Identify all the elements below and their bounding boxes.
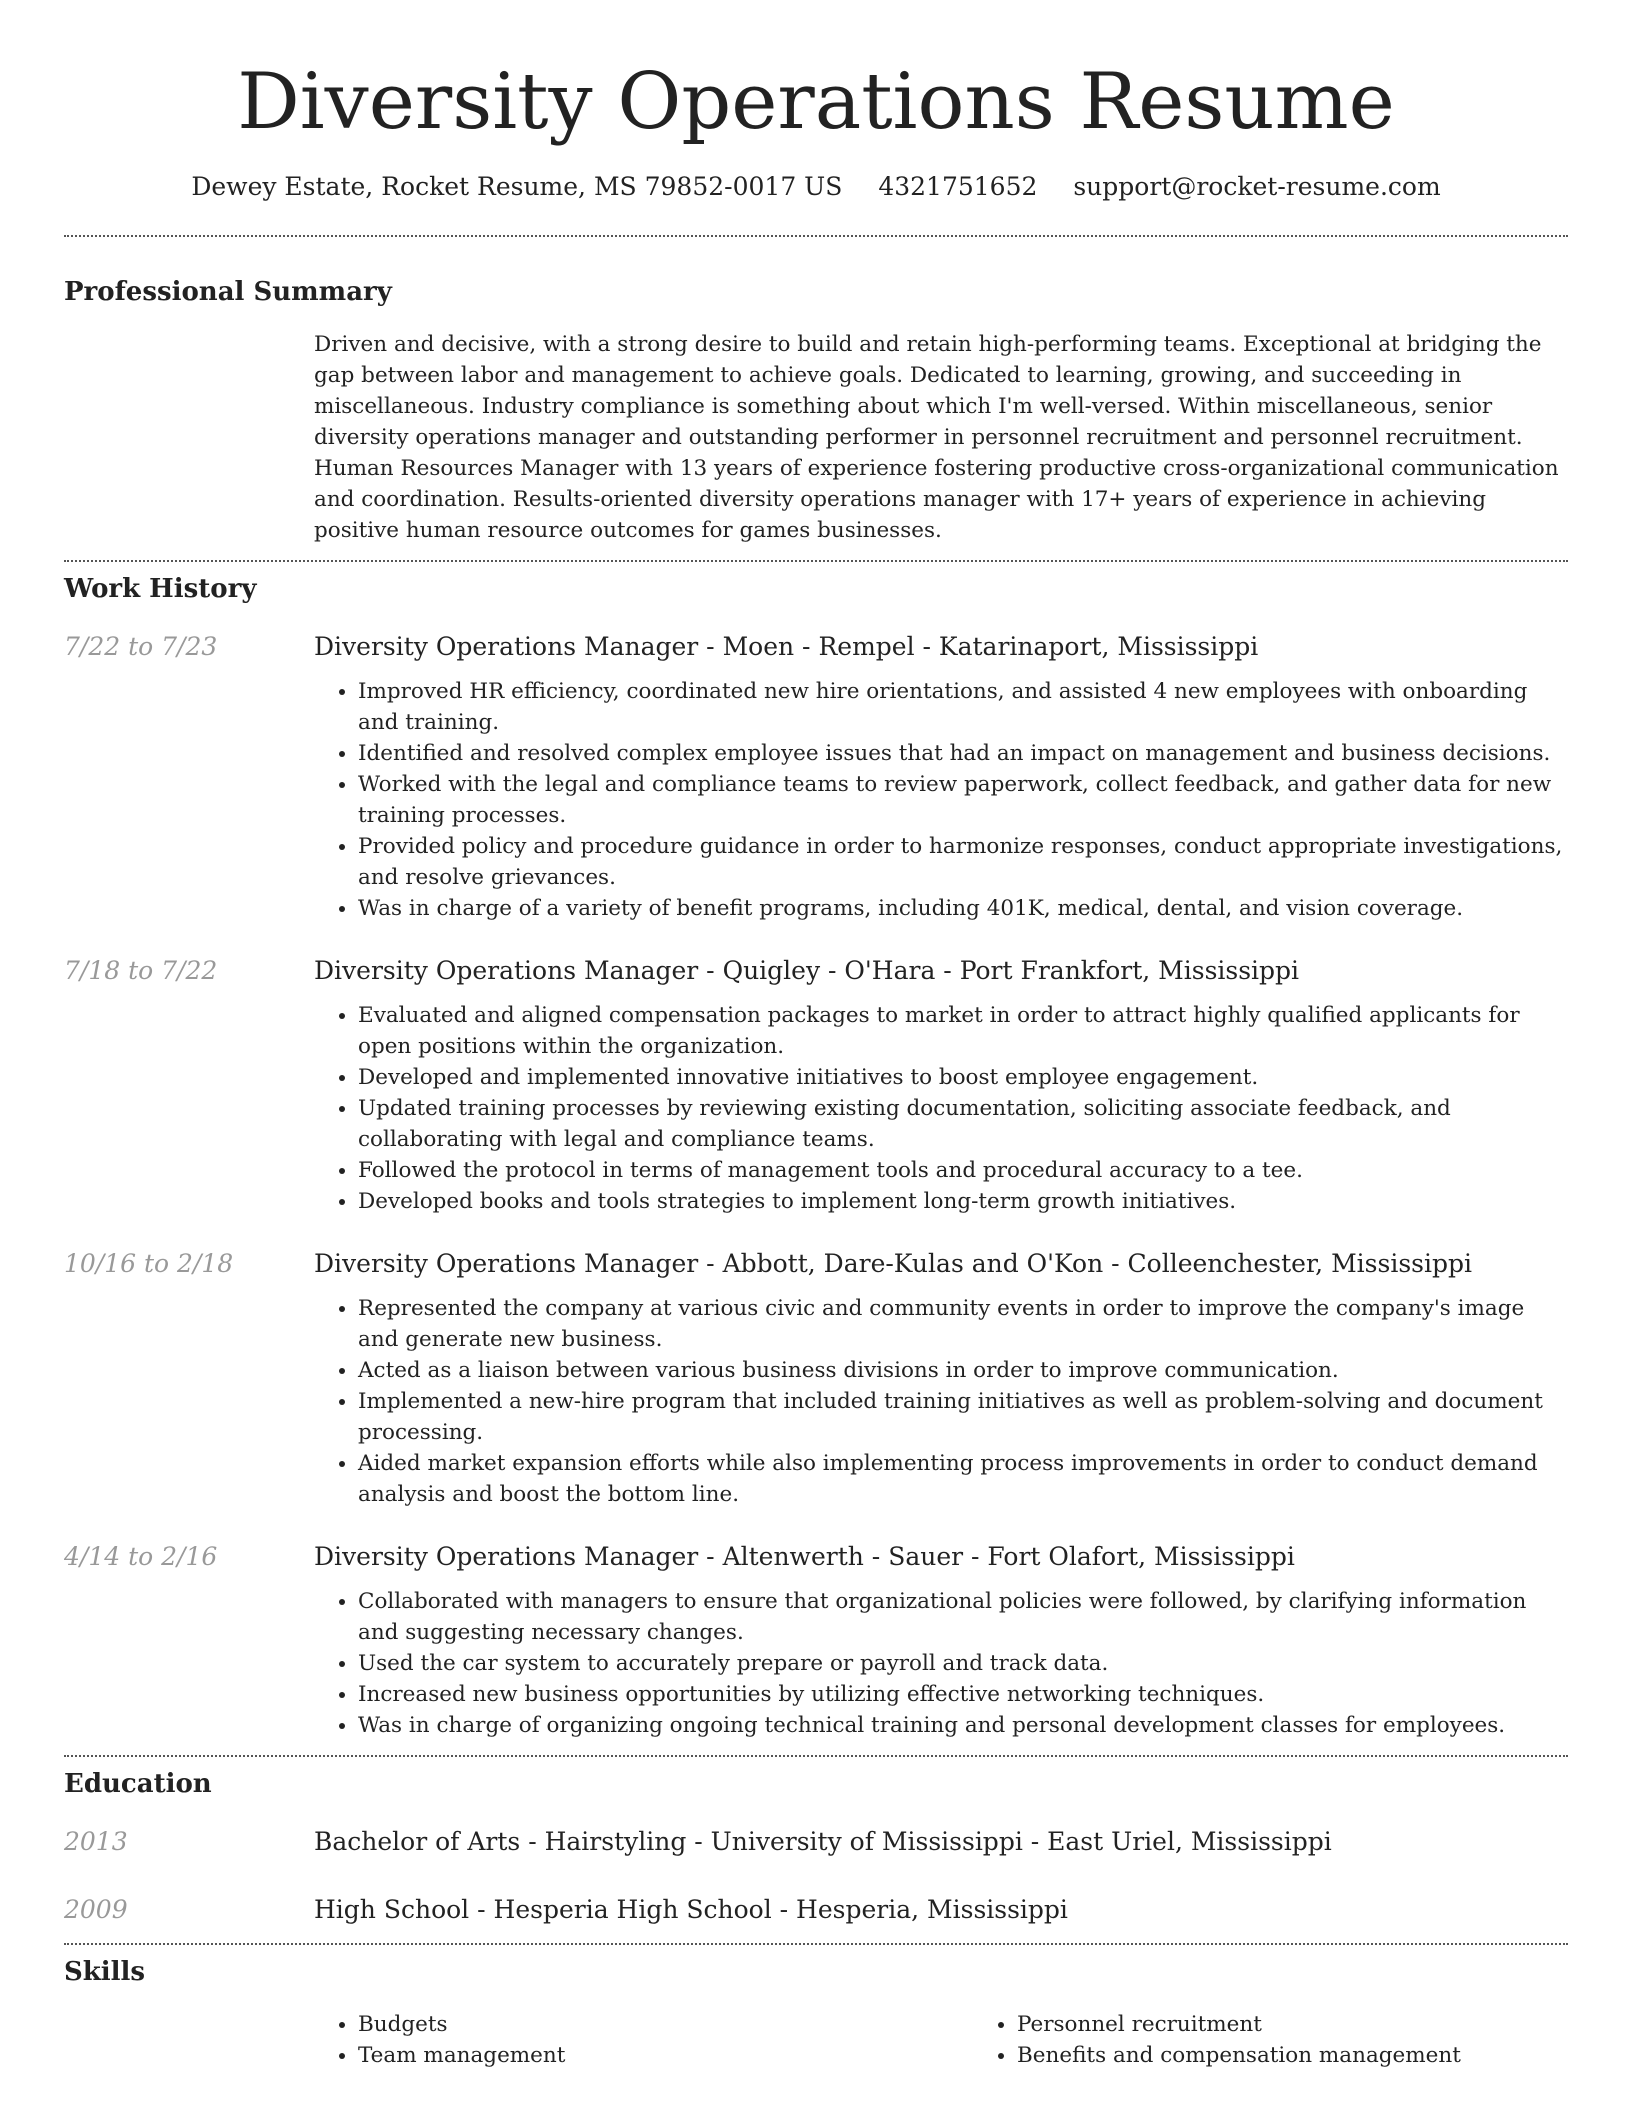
job-bullet: • Represented the company at various civic and community events in order to improve the company's image and generate new business. bbox=[358, 1293, 1568, 1355]
work-history-section bbox=[64, 562, 1568, 1741]
section-title-work: Work History bbox=[64, 574, 257, 604]
job-bullet: • Implemented a new-hire program that included training initiatives as well as problem-solving and document processing. bbox=[358, 1386, 1568, 1448]
job-title: Diversity Operations Manager - Abbott, Dare-Kulas and O'Kon - Colleenchester, Mississippi bbox=[314, 1249, 1472, 1278]
education-text: High School - Hesperia High School - Hesperia, Mississippi bbox=[314, 1895, 1068, 1924]
section-title-education: Education bbox=[64, 1769, 212, 1799]
job-bullets bbox=[314, 1293, 1568, 1510]
skills-row bbox=[64, 2009, 1568, 2071]
skill-item: • Benefits and compensation management bbox=[1017, 2040, 1632, 2071]
job-bullet: • Improved HR efficiency, coordinated new hire orientations, and assisted 4 new employees with onboarding and training. bbox=[358, 676, 1568, 738]
job-bullet: • Provided policy and procedure guidance in order to harmonize responses, conduct appropriate investigations, and resolve grievances. bbox=[358, 831, 1568, 893]
job-bullet: • Collaborated with managers to ensure that organizational policies were followed, by clarifying information and suggesting necessary changes. bbox=[358, 1586, 1568, 1648]
skill-item: • Team management bbox=[358, 2040, 973, 2071]
job-bullets bbox=[314, 1000, 1568, 1217]
job-dates: 7/18 to 7/22 bbox=[64, 956, 218, 985]
job-bullet: • Evaluated and aligned compensation packages to market in order to attract highly qualified applicants for open positions within the organization. bbox=[358, 1000, 1568, 1062]
job-entry bbox=[64, 1247, 1568, 1510]
job-bullet: • Used the car system to accurately prepare or payroll and track data. bbox=[358, 1648, 1568, 1679]
skills-list-right bbox=[973, 2009, 1632, 2071]
job-bullet: • Worked with the legal and compliance teams to review paperwork, collect feedback, and gather data for new training processes. bbox=[358, 769, 1568, 831]
job-bullets bbox=[314, 1586, 1568, 1741]
skill-item: • Budgets bbox=[358, 2009, 973, 2040]
job-bullet: • Was in charge of organizing ongoing technical training and personal development classes for employees. bbox=[358, 1710, 1568, 1741]
job-bullet: • Developed books and tools strategies to implement long-term growth initiatives. bbox=[358, 1186, 1568, 1217]
summary-row bbox=[64, 329, 1568, 546]
job-dates: 4/14 to 2/16 bbox=[64, 1542, 218, 1571]
contact-email: support@rocket-resume.com bbox=[1073, 172, 1441, 201]
job-bullet: • Followed the protocol in terms of management tools and procedural accuracy to a tee. bbox=[358, 1155, 1568, 1186]
section-title-summary: Professional Summary bbox=[64, 277, 392, 307]
resume-page bbox=[64, 0, 1568, 2112]
resume-title: Diversity Operations Resume bbox=[237, 57, 1395, 147]
contact-phone: 4321751652 bbox=[878, 172, 1038, 201]
job-entry bbox=[64, 1540, 1568, 1741]
education-text: Bachelor of Arts - Hairstyling - University of Mississippi - East Uriel, Mississippi bbox=[314, 1827, 1332, 1856]
education-entry bbox=[64, 1893, 1568, 1927]
skills-section bbox=[64, 1945, 1568, 2071]
education-year: 2013 bbox=[64, 1827, 128, 1856]
skills-list-left bbox=[314, 2009, 973, 2071]
job-bullet: • Developed and implemented innovative initiatives to boost employee engagement. bbox=[358, 1062, 1568, 1093]
job-dates: 10/16 to 2/18 bbox=[64, 1249, 234, 1278]
skill-item: • Personnel recruitment bbox=[1017, 2009, 1632, 2040]
job-entry bbox=[64, 630, 1568, 924]
contact-address: Dewey Estate, Rocket Resume, MS 79852-0017 US bbox=[191, 172, 843, 201]
job-entry bbox=[64, 954, 1568, 1217]
job-title: Diversity Operations Manager - Quigley - O'Hara - Port Frankfort, Mississippi bbox=[314, 956, 1300, 985]
job-title: Diversity Operations Manager - Altenwerth - Sauer - Fort Olafort, Mississippi bbox=[314, 1542, 1295, 1571]
job-title: Diversity Operations Manager - Moen - Rempel - Katarinaport, Mississippi bbox=[314, 632, 1259, 661]
skills-columns bbox=[314, 2009, 1632, 2071]
contact-line bbox=[64, 170, 1568, 204]
education-entry bbox=[64, 1825, 1568, 1859]
job-bullet: • Acted as a liaison between various business divisions in order to improve communication. bbox=[358, 1355, 1568, 1386]
summary-section bbox=[64, 237, 1568, 546]
summary-text: Driven and decisive, with a strong desire to build and retain high-performing teams. Exceptional at bridging the gap between labor and management to achieve goals. Dedicated to learning, growing, and succeeding in miscellaneous. Industry compliance is something about which I'm well-versed. Within miscellaneous, senior diversity operations manager and outstanding performer in personnel recruitment and personnel recruitment. Human Resources Manager with 13 years of experience fostering productive cross-organizational communication and coordination. Results-oriented diversity operations manager with 17+ years of experience in achieving positive human resource outcomes for games businesses. bbox=[314, 332, 1559, 543]
job-dates: 7/22 to 7/23 bbox=[64, 632, 218, 661]
job-bullet: • Was in charge of a variety of benefit programs, including 401K, medical, dental, and vision coverage. bbox=[358, 893, 1568, 924]
job-bullet: • Updated training processes by reviewing existing documentation, soliciting associate feedback, and collaborating with legal and compliance teams. bbox=[358, 1093, 1568, 1155]
job-bullets bbox=[314, 676, 1568, 924]
job-bullet: • Aided market expansion efforts while also implementing process improvements in order to conduct demand analysis and boost the bottom line. bbox=[358, 1448, 1568, 1510]
education-year: 2009 bbox=[64, 1895, 128, 1924]
job-bullet: • Identified and resolved complex employee issues that had an impact on management and business decisions. bbox=[358, 738, 1568, 769]
job-bullet: • Increased new business opportunities by utilizing effective networking techniques. bbox=[358, 1679, 1568, 1710]
education-section bbox=[64, 1757, 1568, 1927]
section-title-skills: Skills bbox=[64, 1957, 146, 1987]
